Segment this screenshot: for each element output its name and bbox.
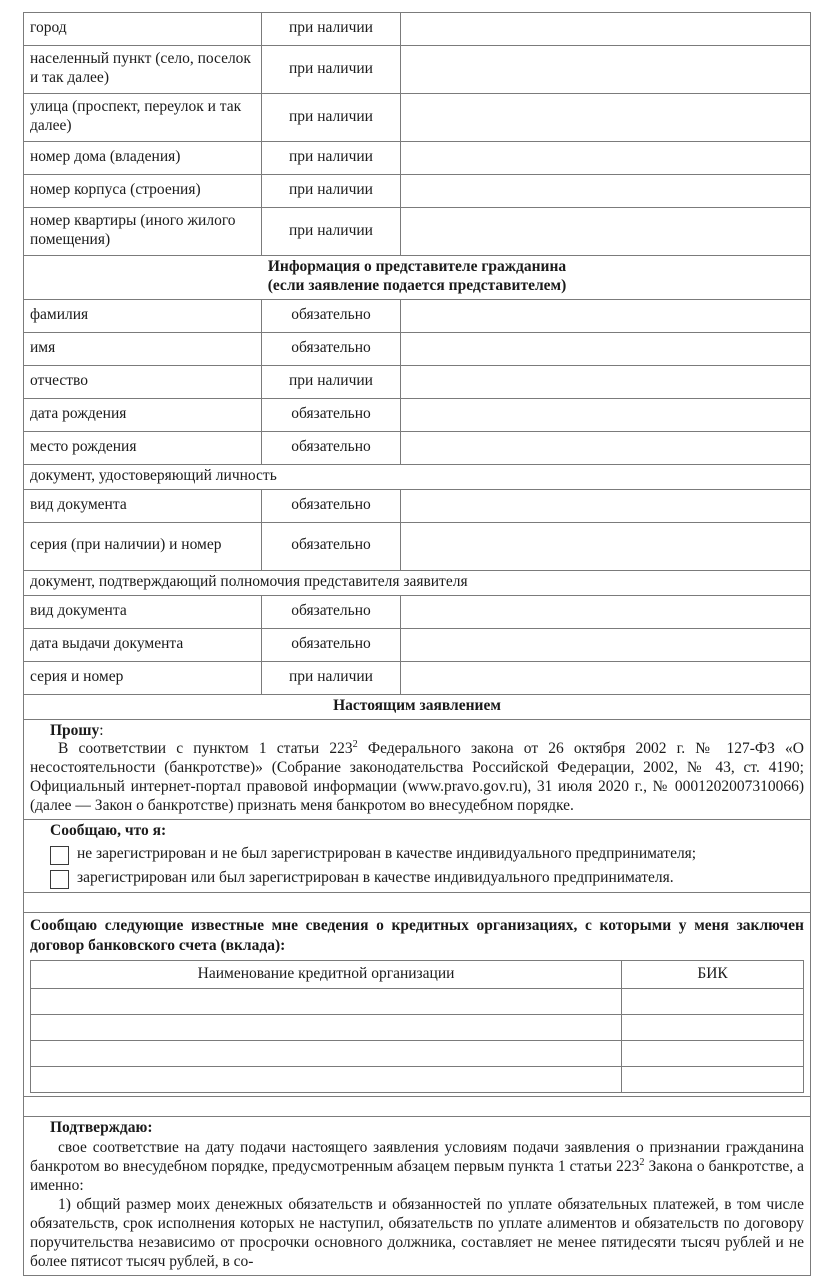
field-label: серия и номер bbox=[24, 661, 262, 694]
field-value-input[interactable] bbox=[401, 208, 811, 256]
notice-heading: Сообщаю, что я: bbox=[50, 822, 167, 840]
field-requirement: при наличии bbox=[262, 175, 401, 208]
field-value-input[interactable] bbox=[401, 142, 811, 175]
identity-document-heading: документ, удостоверяющий личность bbox=[24, 464, 811, 489]
bank-bik-input[interactable] bbox=[622, 1041, 804, 1067]
table-row bbox=[24, 1117, 811, 1275]
confirmation-text-b: Закона о банкротстве, а именно: bbox=[30, 1158, 804, 1194]
notice-option-not-registered[interactable] bbox=[30, 844, 804, 865]
field-requirement: обязательно bbox=[262, 398, 401, 431]
field-requirement: при наличии bbox=[262, 208, 401, 256]
field-value-input[interactable] bbox=[401, 13, 811, 46]
table-row bbox=[24, 820, 811, 893]
table-row bbox=[24, 719, 811, 820]
field-label: номер корпуса (строения) bbox=[24, 175, 262, 208]
banks-block bbox=[24, 912, 811, 1096]
table-row bbox=[24, 464, 811, 489]
banks-column-header-name: Наименование кредитной организации bbox=[31, 961, 622, 989]
field-label: вид документа bbox=[24, 489, 262, 522]
field-requirement: обязательно bbox=[262, 489, 401, 522]
table-row bbox=[24, 13, 811, 46]
table-row bbox=[24, 365, 811, 398]
table-row bbox=[24, 175, 811, 208]
table-row bbox=[31, 989, 804, 1015]
field-label: фамилия bbox=[24, 299, 262, 332]
field-value-input[interactable] bbox=[401, 431, 811, 464]
checkbox-icon[interactable] bbox=[50, 846, 69, 865]
table-row bbox=[24, 142, 811, 175]
bank-bik-input[interactable] bbox=[622, 989, 804, 1015]
bank-name-input[interactable] bbox=[31, 1067, 622, 1093]
confirmation-paragraph-2: 1) общий размер моих денежных обязательств и обязанностей по уплате обязательных платежей, в том числе обязательств, срок исполнения которых не наступил, обязательств по уплате алиментов и обязательств по договору поручительства независимо от просрочки основного должника, составляет не менее пятидесяти тысяч рублей и не более пятисот тысяч рублей, в со- bbox=[30, 1195, 804, 1270]
field-label: номер дома (владения) bbox=[24, 142, 262, 175]
field-requirement: при наличии bbox=[262, 46, 401, 94]
banks-table bbox=[30, 960, 804, 1093]
bank-bik-input[interactable] bbox=[622, 1015, 804, 1041]
field-value-input[interactable] bbox=[401, 489, 811, 522]
field-value-input[interactable] bbox=[401, 365, 811, 398]
field-requirement: обязательно bbox=[262, 595, 401, 628]
table-row bbox=[24, 398, 811, 431]
field-label: дата выдачи документа bbox=[24, 628, 262, 661]
request-lead-line bbox=[30, 722, 804, 741]
field-label: дата рождения bbox=[24, 398, 262, 431]
field-value-input[interactable] bbox=[401, 661, 811, 694]
confirmation-paragraph-1 bbox=[30, 1139, 804, 1196]
section-spacer bbox=[24, 1097, 811, 1117]
authority-document-heading: документ, подтверждающий полномочия представителя заявителя bbox=[24, 570, 811, 595]
notice-block bbox=[24, 820, 811, 893]
table-row bbox=[24, 522, 811, 570]
table-row bbox=[24, 661, 811, 694]
table-row bbox=[24, 912, 811, 1096]
request-text-a: В соответствии с пунктом 1 статьи 223 bbox=[58, 740, 353, 758]
banks-intro-text: Сообщаю следующие известные мне сведения о кредитных организациях, с которыми у меня заключен договор банковского счета (вклада): bbox=[30, 916, 804, 955]
request-text-b: Федерального закона от 26 октября 2002 г. № 127-ФЗ «О несостоятельности (банкротстве)» (Собрание законодательства Российской Федерации, 2002, № 43, ст. 4190; Официальный интернет-портал правовой информации (www.pravo.gov.ru), 31 июля 2020 г., № 0001202007310066) (далее — Закон о банкротстве) признать меня банкротом во внесудебном порядке. bbox=[30, 740, 804, 815]
request-lead-colon: : bbox=[99, 721, 104, 739]
field-requirement: обязательно bbox=[262, 299, 401, 332]
confirmation-heading: Подтверждаю: bbox=[50, 1119, 153, 1137]
field-label: вид документа bbox=[24, 595, 262, 628]
field-requirement: обязательно bbox=[262, 628, 401, 661]
banks-column-header-bik: БИК bbox=[622, 961, 804, 989]
representative-title-line-1: Информация о представителе гражданина bbox=[267, 258, 567, 275]
declaration-header: Настоящим заявлением bbox=[24, 694, 811, 719]
table-row bbox=[24, 46, 811, 94]
field-requirement: обязательно bbox=[262, 431, 401, 464]
article-superscript: 2 bbox=[639, 1156, 645, 1168]
table-row bbox=[24, 595, 811, 628]
table-row bbox=[24, 1097, 811, 1117]
field-label: улица (проспект, переулок и так далее) bbox=[24, 94, 262, 142]
bank-name-input[interactable] bbox=[31, 989, 622, 1015]
table-row bbox=[24, 694, 811, 719]
checkbox-icon[interactable] bbox=[50, 870, 69, 889]
banks-header-row bbox=[31, 961, 804, 989]
bank-name-input[interactable] bbox=[31, 1041, 622, 1067]
table-row bbox=[24, 489, 811, 522]
field-requirement: при наличии bbox=[262, 142, 401, 175]
field-label: имя bbox=[24, 332, 262, 365]
bank-bik-input[interactable] bbox=[622, 1067, 804, 1093]
representative-title-line-2: (если заявление подается представителем) bbox=[267, 276, 567, 294]
field-label: серия (при наличии) и номер bbox=[24, 522, 262, 570]
field-label: место рождения bbox=[24, 431, 262, 464]
field-label: город bbox=[24, 13, 262, 46]
table-row bbox=[24, 332, 811, 365]
representative-section-header-row bbox=[24, 256, 811, 300]
field-value-input[interactable] bbox=[401, 332, 811, 365]
field-label: отчество bbox=[24, 365, 262, 398]
field-value-input[interactable] bbox=[401, 628, 811, 661]
table-row bbox=[31, 1015, 804, 1041]
notice-option-label: не зарегистрирован и не был зарегистрирован в качестве индивидуального предпринимателя; bbox=[77, 844, 697, 862]
table-row bbox=[31, 1067, 804, 1093]
table-row bbox=[24, 628, 811, 661]
field-requirement: при наличии bbox=[262, 13, 401, 46]
request-lead: Прошу bbox=[50, 721, 100, 739]
field-value-input[interactable] bbox=[401, 522, 811, 570]
field-value-input[interactable] bbox=[401, 398, 811, 431]
field-requirement: при наличии bbox=[262, 365, 401, 398]
table-row bbox=[24, 208, 811, 256]
notice-option-label: зарегистрирован или был зарегистрирован в качестве индивидуального предпринимателя. bbox=[77, 868, 674, 886]
field-value-input[interactable] bbox=[401, 299, 811, 332]
table-row bbox=[24, 94, 811, 142]
field-requirement: при наличии bbox=[262, 94, 401, 142]
table-row bbox=[24, 570, 811, 595]
section-spacer bbox=[24, 892, 811, 912]
application-form-table bbox=[23, 12, 811, 1276]
confirmation-text-a: свое соответствие на дату подачи настоящего заявления условиям подачи заявления о признании гражданина банкротом во внесудебном порядке, предусмотренным абзацем первым пункта 1 статьи 223 bbox=[30, 1139, 804, 1176]
field-requirement: обязательно bbox=[262, 332, 401, 365]
field-requirement: при наличии bbox=[262, 661, 401, 694]
table-row bbox=[31, 1041, 804, 1067]
field-value-input[interactable] bbox=[401, 175, 811, 208]
article-superscript: 2 bbox=[352, 739, 358, 751]
bank-name-input[interactable] bbox=[31, 1015, 622, 1041]
field-value-input[interactable] bbox=[401, 46, 811, 94]
request-paragraph bbox=[30, 740, 804, 816]
confirmation-block bbox=[24, 1117, 811, 1275]
representative-section-header bbox=[24, 256, 811, 300]
field-value-input[interactable] bbox=[401, 94, 811, 142]
table-row bbox=[24, 299, 811, 332]
notice-option-registered[interactable] bbox=[30, 868, 804, 889]
field-label: населенный пункт (село, поселок и так далее) bbox=[24, 46, 262, 94]
field-requirement: обязательно bbox=[262, 522, 401, 570]
field-label: номер квартиры (иного жилого помещения) bbox=[24, 208, 262, 256]
field-value-input[interactable] bbox=[401, 595, 811, 628]
request-block bbox=[24, 719, 811, 820]
table-row bbox=[24, 431, 811, 464]
table-row bbox=[24, 892, 811, 912]
